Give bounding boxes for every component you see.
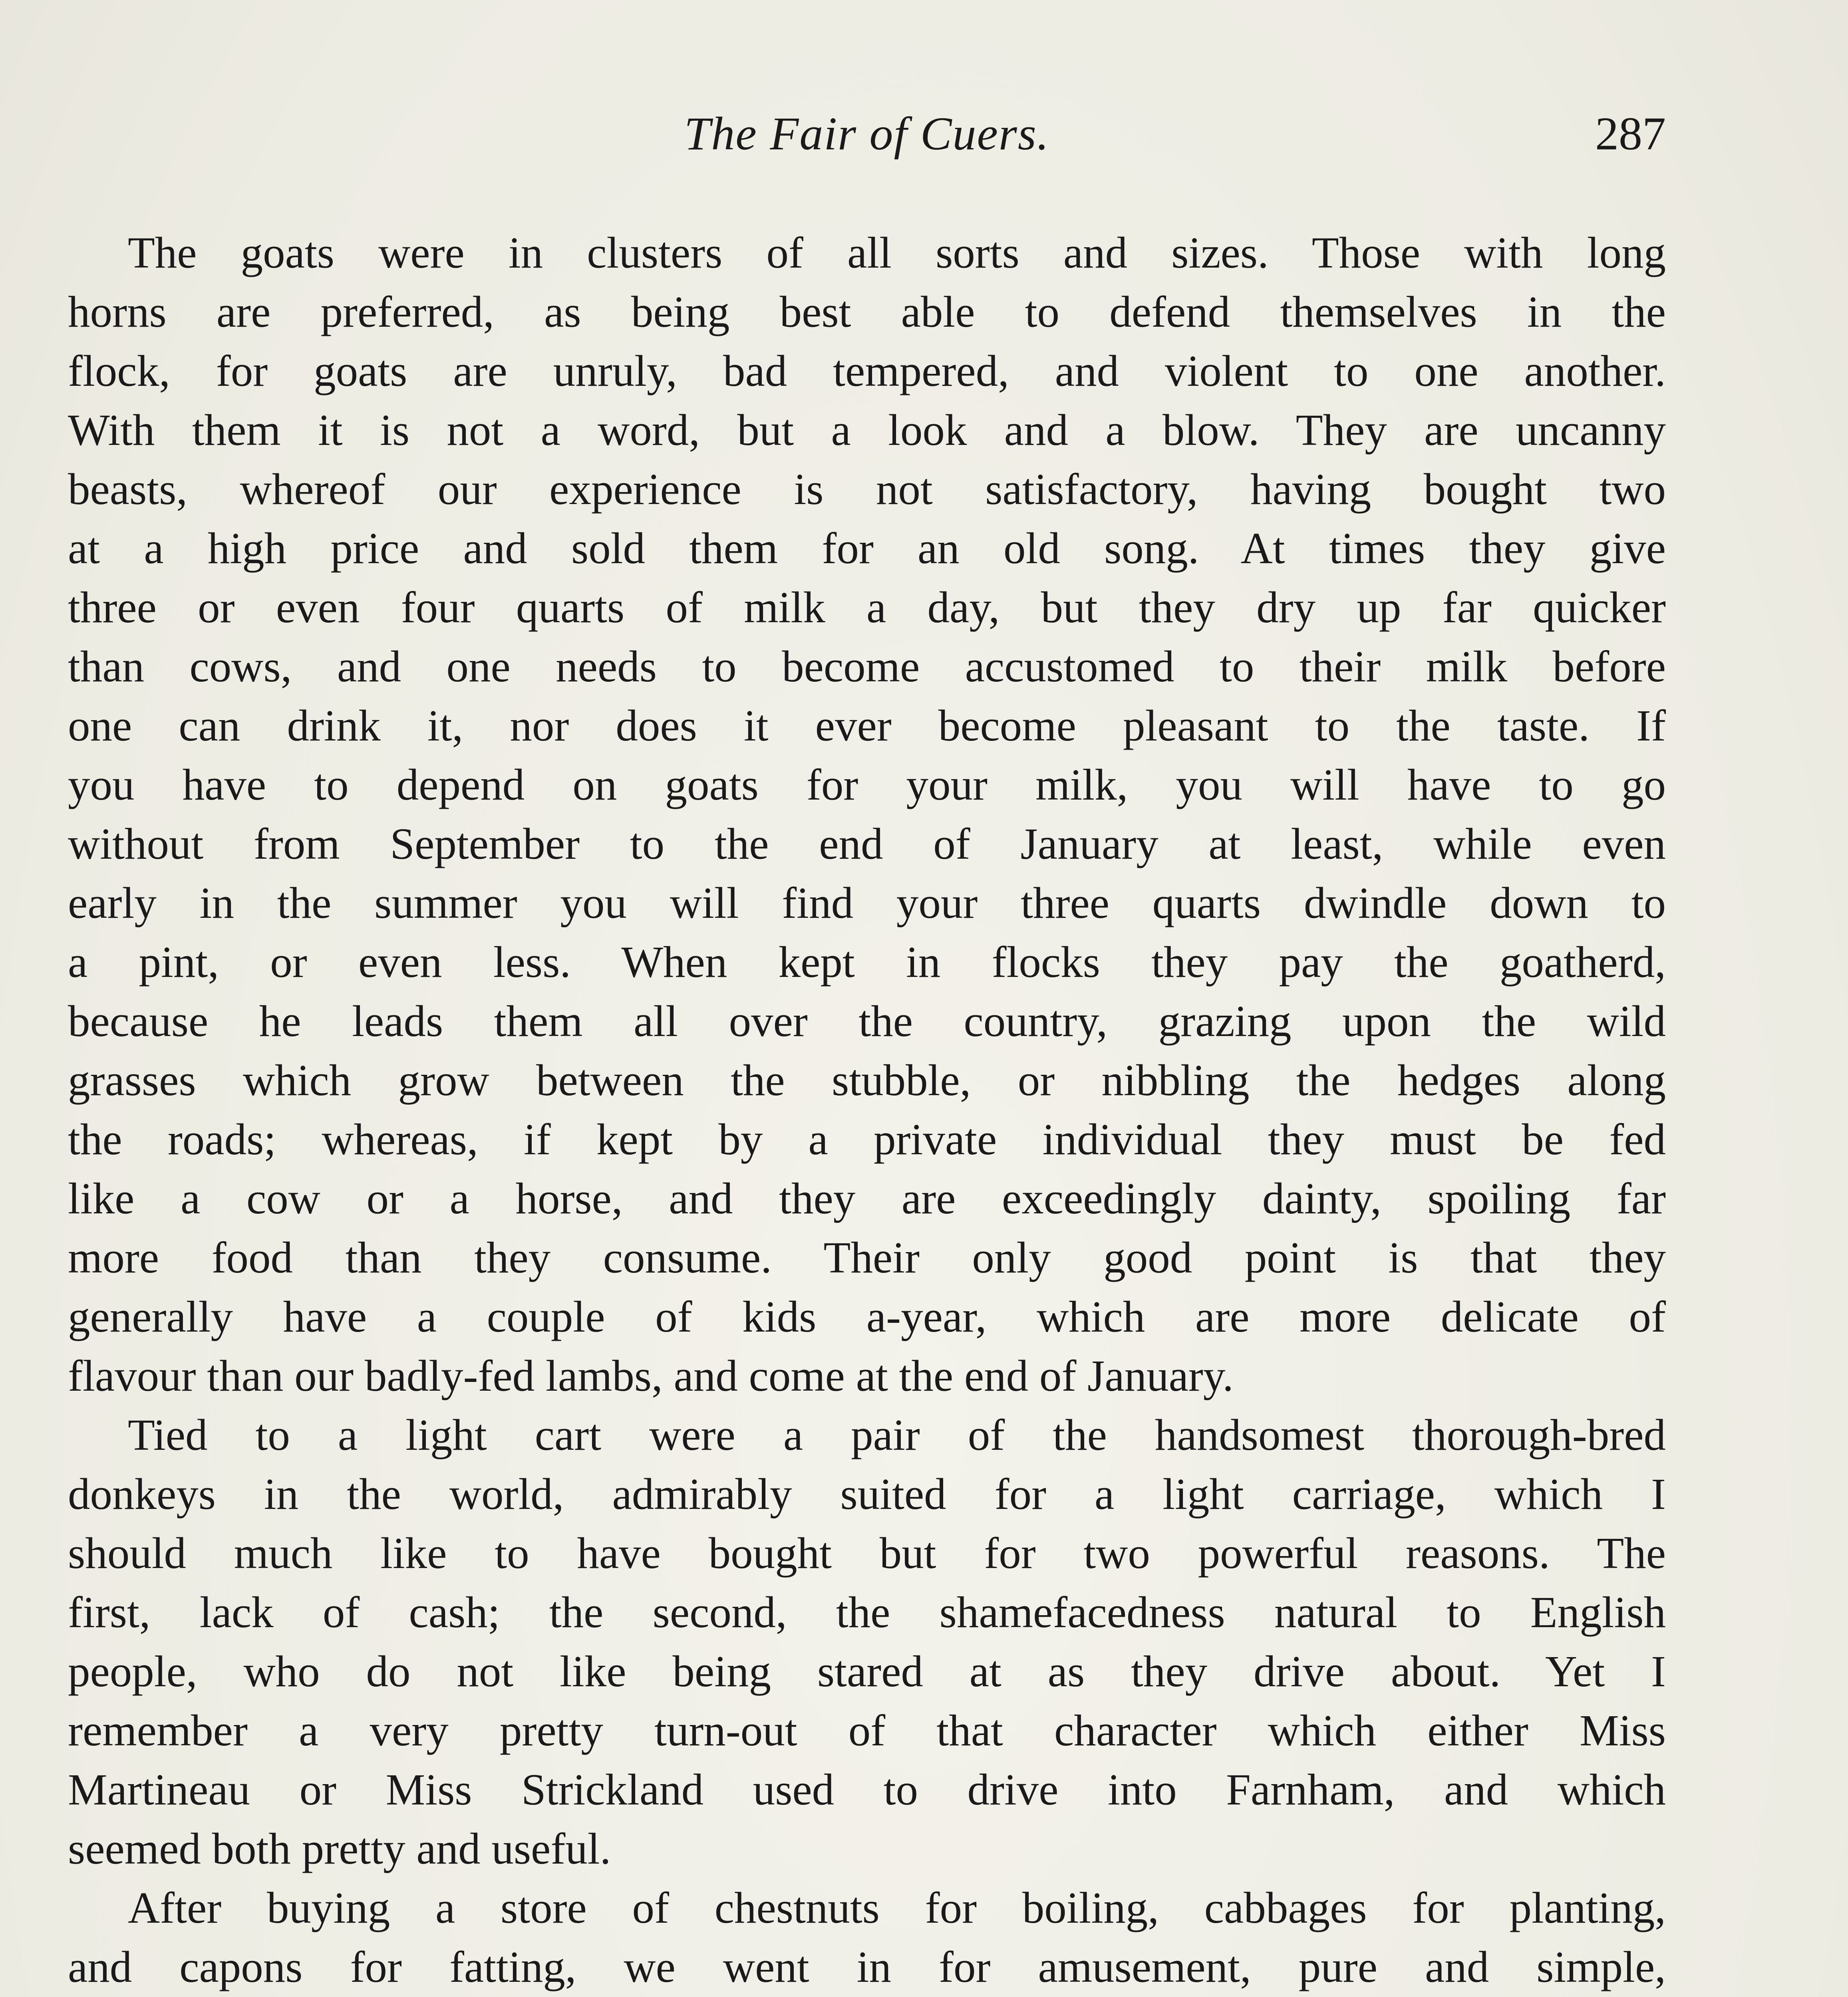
- page-number: 287: [1595, 107, 1666, 160]
- text-line: early in the summer you will find your three quarts dwindle down to: [68, 879, 1666, 928]
- text-line: you have to depend on goats for your milk, you will have to go: [68, 760, 1666, 810]
- text-line: first, lack of cash; the second, the shamefacedness natural to English: [68, 1588, 1666, 1637]
- text-line: Tied to a light cart were a pair of the handsomest thorough-bred: [128, 1411, 1666, 1460]
- text-line: remember a very pretty turn-out of that character which either Miss: [68, 1706, 1666, 1755]
- text-line: one can drink it, nor does it ever become pleasant to the taste. If: [68, 701, 1666, 750]
- text-line: the roads; whereas, if kept by a private individual they must be fed: [68, 1115, 1666, 1164]
- text-line: With them it is not a word, but a look and a blow. They are uncanny: [68, 406, 1666, 455]
- text-line: Martineau or Miss Strickland used to drive into Farnham, and which: [68, 1765, 1666, 1814]
- text-line: flock, for goats are unruly, bad tempered, and violent to one another.: [68, 347, 1666, 396]
- text-line: The goats were in clusters of all sorts and sizes. Those with long: [128, 228, 1666, 278]
- running-head: [68, 102, 1666, 166]
- text-line: After buying a store of chestnuts for boiling, cabbages for planting,: [128, 1884, 1666, 1933]
- text-line: seemed both pretty and useful.: [68, 1824, 611, 1874]
- text-line: three or even four quarts of milk a day, but they dry up far quicker: [68, 583, 1666, 632]
- text-line: horns are preferred, as being best able to defend themselves in the: [68, 288, 1666, 337]
- text-line: because he leads them all over the country, grazing upon the wild: [68, 997, 1666, 1046]
- text-line: generally have a couple of kids a-year, which are more delicate of: [68, 1292, 1666, 1342]
- text-line: without from September to the end of January at least, while even: [68, 820, 1666, 869]
- text-line: grasses which grow between the stubble, or nibbling the hedges along: [68, 1056, 1666, 1105]
- text-line: people, who do not like being stared at as they drive about. Yet I: [68, 1647, 1666, 1696]
- text-line: should much like to have bought but for two powerful reasons. The: [68, 1529, 1666, 1578]
- text-line: a pint, or even less. When kept in flocks they pay the goatherd,: [68, 938, 1666, 987]
- text-line: flavour than our badly-fed lambs, and come at the end of January.: [68, 1352, 1234, 1401]
- text-line: beasts, whereof our experience is not satisfactory, having bought two: [68, 465, 1666, 514]
- text-line: more food than they consume. Their only good point is that they: [68, 1233, 1666, 1282]
- text-line: at a high price and sold them for an old song. At times they give: [68, 524, 1666, 573]
- body-text: [68, 224, 1666, 1997]
- text-line: like a cow or a horse, and they are exceedingly dainty, spoiling far: [68, 1174, 1666, 1223]
- text-line: and capons for fatting, we went in for amusement, pure and simple,: [68, 1943, 1666, 1992]
- text-line: donkeys in the world, admirably suited for a light carriage, which I: [68, 1470, 1666, 1519]
- running-title: The Fair of Cuers.: [684, 107, 1050, 160]
- text-line: than cows, and one needs to become accustomed to their milk before: [68, 642, 1666, 691]
